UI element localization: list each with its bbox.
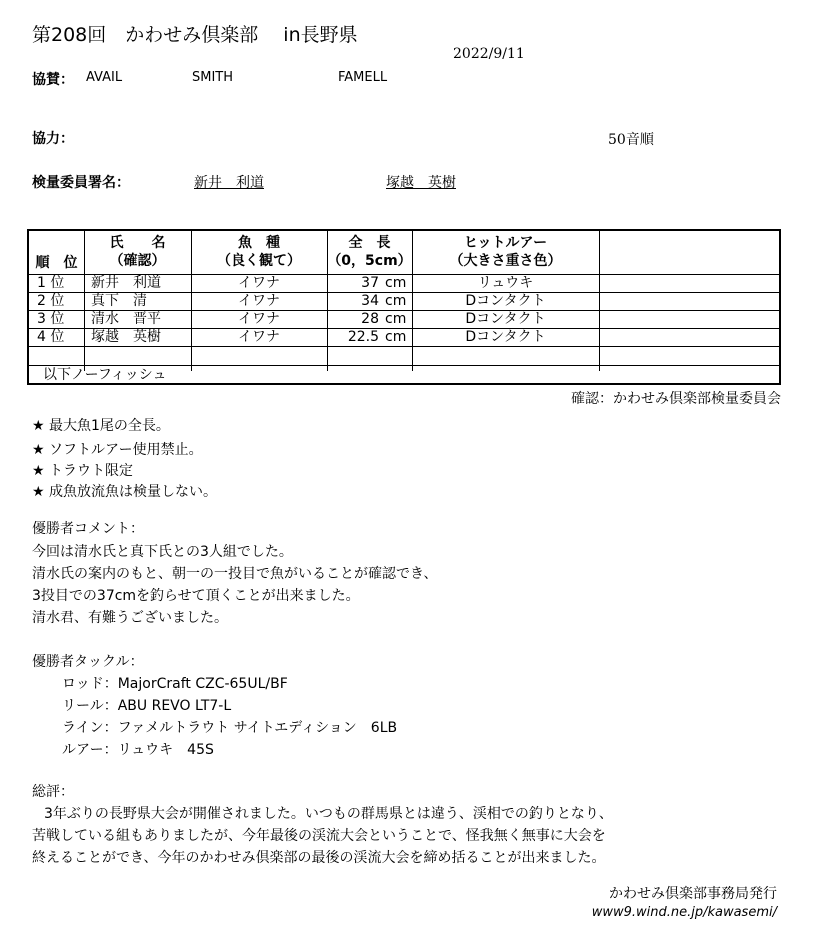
order-note: 50音順 (608, 132, 654, 148)
rule-2: ★ ソフトルアー使用禁止。 (32, 442, 203, 458)
row-1-unit: cm (385, 275, 407, 291)
results-table (27, 229, 781, 385)
winner-comment-line-3: 3投目での37cmを釣らせて頂くことが出来ました。 (32, 588, 360, 604)
header-fish: 魚 種 (238, 235, 280, 251)
event-date: 2022/9/11 (453, 46, 525, 62)
row-1-rank: 1 位 (37, 275, 65, 291)
row-1-lure: リュウキ (477, 275, 534, 291)
row-1-name: 新井 利道 (91, 275, 161, 291)
row-3-unit: cm (385, 311, 407, 327)
row-2-rank: 2 位 (37, 293, 65, 309)
row-2-name: 真下 清 (91, 293, 147, 309)
tackle-line: ライン：ファメルトラウト サイトエディション 6LB (62, 720, 398, 736)
row-4-name: 塚越 英樹 (91, 329, 161, 345)
row-3-rank: 3 位 (37, 311, 65, 327)
inspectors-label: 検量委員署名： (32, 175, 130, 191)
sponsor-famell: FAMELL (338, 70, 388, 85)
row-1-length: 37 (361, 275, 379, 291)
row-4-length: 22.5 (347, 329, 379, 345)
rule-1: ★ 最大魚1尾の全長。 (32, 418, 170, 434)
winner-tackle-heading: 優勝者タックル： (32, 654, 144, 670)
row-2-length: 34 (361, 293, 379, 309)
header-lure-sub: （大きさ重さ色） (449, 253, 562, 269)
inspector-name-1: 新井 利道 (194, 175, 264, 191)
row-2-unit: cm (385, 293, 407, 309)
row-3-fish: イワナ (238, 311, 280, 327)
row-2-fish: イワナ (238, 293, 280, 309)
summary-line-2: 苦戦している組もありましたが、今年最後の渓流大会ということで、怪我無く無事に大会を (32, 828, 606, 844)
confirmation-note: 確認：かわせみ倶楽部検量委員会 (571, 391, 781, 407)
page-title: 第208回 かわせみ倶楽部 in長野県 (32, 24, 358, 46)
row-4-unit: cm (385, 329, 407, 345)
rule-4: ★ 成魚放流魚は検量しない。 (32, 484, 218, 500)
publisher: かわせみ倶楽部事務局発行 (609, 886, 777, 902)
row-3-lure: Dコンタクト (465, 311, 546, 327)
row-2-lure: Dコンタクト (465, 293, 546, 309)
header-fish-sub: （良く観て） (217, 253, 301, 269)
rule-3: ★ トラウト限定 (32, 463, 134, 479)
tackle-lure: ルアー：リュウキ 45S (62, 742, 214, 758)
row-3-length: 28 (361, 311, 379, 327)
winner-comment-heading: 優勝者コメント： (32, 521, 144, 537)
sponsor-smith: SMITH (192, 70, 234, 85)
sponsor-avail: AVAIL (86, 70, 123, 85)
tackle-rod: ロッド：MajorCraft CZC-65UL/BF (62, 676, 288, 692)
header-length: 全 長 (348, 235, 391, 251)
summary-line-3: 終えることができ、今年のかわせみ倶楽部の最後の渓流大会を締め括ることが出来ました。 (32, 850, 606, 866)
no-fish-note: 以下ノーフィッシュ (43, 367, 167, 383)
header-length-sub: （0，5cm） (327, 253, 412, 269)
winner-comment-line-1: 今回は清水氏と真下氏との3人組でした。 (32, 544, 293, 560)
header-rank: 順 位 (35, 255, 78, 271)
tackle-reel: リール：ABU REVO LT7-L (62, 698, 232, 714)
cooperation-label: 協力： (32, 131, 74, 147)
row-4-fish: イワナ (238, 329, 280, 345)
row-4-rank: 4 位 (37, 329, 65, 345)
summary-line-1: 3年ぶりの長野県大会が開催されました。いつもの群馬県とは違う、渓相での釣りとなり、 (44, 806, 613, 822)
summary-heading: 総評： (32, 784, 74, 800)
header-name: 氏 名 (109, 235, 166, 251)
row-1-fish: イワナ (238, 275, 280, 291)
winner-comment-line-4: 清水君、有難うございました。 (32, 610, 228, 626)
header-lure: ヒットルアー (463, 235, 548, 251)
winner-comment-line-2: 清水氏の案内のもと、朝一の一投目で魚がいることが確認でき、 (32, 566, 438, 582)
sponsors-label: 協賛： (32, 72, 74, 88)
row-4-lure: Dコンタクト (465, 329, 546, 345)
row-3-name: 清水 晋平 (91, 311, 161, 327)
inspector-name-2: 塚越 英樹 (386, 175, 456, 191)
website-url[interactable]: www9.wind.ne.jp/kawasemi/ (591, 905, 777, 920)
header-name-sub: （確認） (109, 253, 166, 269)
